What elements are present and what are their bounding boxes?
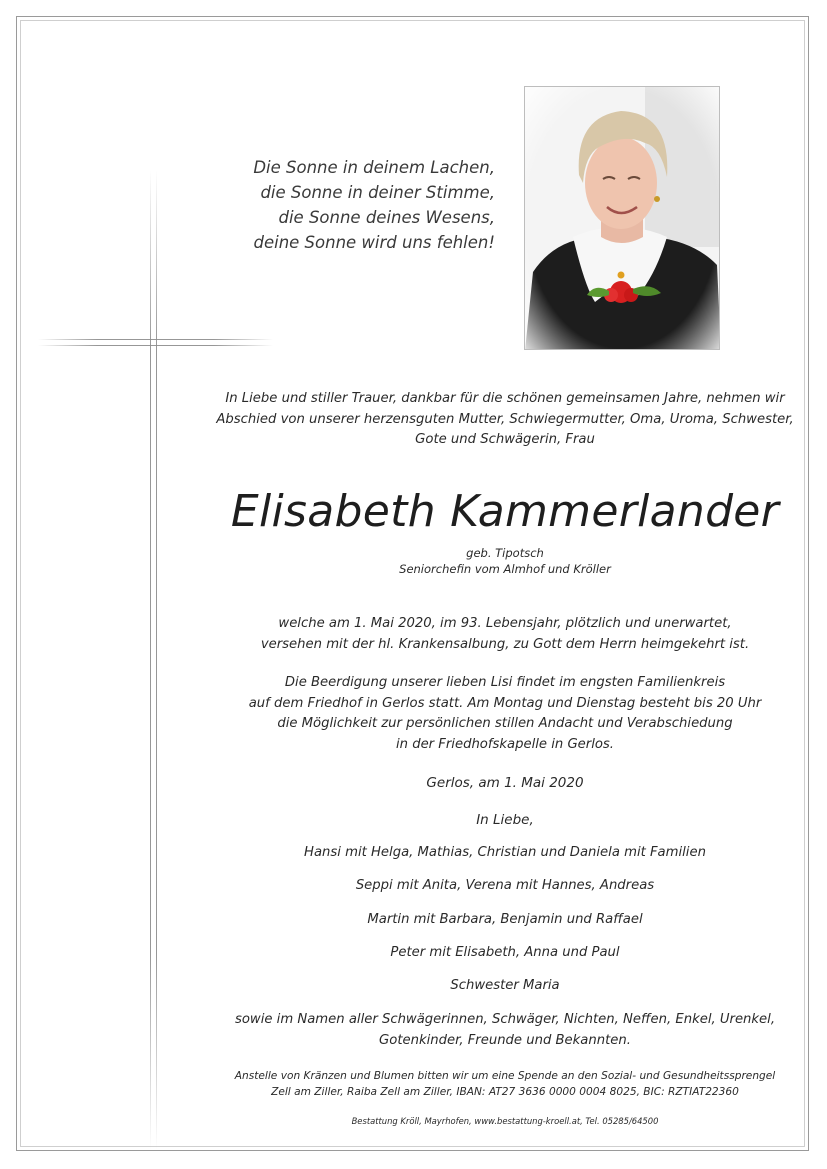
family-line: Hansi mit Helga, Mathias, Christian und Daniela mit Familien (304, 845, 706, 860)
intro-line: In Liebe und stiller Trauer, dankbar für die schönen gemeinsamen Jahre, nehmen wir (225, 391, 785, 406)
poem-line: die Sonne deines Wesens, (278, 208, 495, 227)
poem (190, 155, 495, 255)
donation-text (200, 1069, 810, 1100)
birth-name: geb. Tipotsch (466, 546, 544, 560)
family-line: Seppi mit Anita, Verena mit Hannes, Andreas (355, 878, 655, 894)
in-liebe: In Liebe, (476, 812, 534, 828)
birth-info (200, 545, 810, 577)
funeral-home-footer: Bestattung Kröll, Mayrhofen, www.bestattung-kroell.at, Tel. 05285/64500 (351, 1116, 659, 1126)
donation-line: Anstelle von Kränzen und Blumen bitten wir um eine Spende an den Sozial- und Gesundheitssprengel (234, 1070, 776, 1082)
poem-line: Die Sonne in deinem Lachen, (253, 158, 495, 177)
relatives-line: sowie im Namen aller Schwägerinnen, Schwäger, Nichten, Neffen, Enkel, Urenkel, (234, 1012, 776, 1027)
funeral-line: Die Beerdigung unserer lieben Lisi findet im engsten Familienkreis (284, 675, 726, 690)
passing-text (200, 614, 810, 655)
donation-line: Zell am Ziller, Raiba Zell am Ziller, IBAN: AT27 3636 0000 0004 8025, BIC: RZTIAT22360 (271, 1085, 739, 1098)
funeral-line: die Möglichkeit zur persönlichen stillen Andacht und Verabschiedung (277, 716, 733, 731)
funeral-text (200, 673, 810, 755)
deceased-name: Elisabeth Kammerlander (230, 486, 780, 537)
portrait-photo (524, 86, 720, 350)
poem-line: deine Sonne wird uns fehlen! (253, 233, 495, 252)
intro-text (200, 389, 810, 451)
intro-line: Gote und Schwägerin, Frau (415, 432, 595, 447)
place-date: Gerlos, am 1. Mai 2020 (426, 775, 584, 791)
family-line: Martin mit Barbara, Benjamin und Raffael (367, 911, 643, 927)
passing-line: welche am 1. Mai 2020, im 93. Lebensjahr, plötzlich und unerwartet, (278, 616, 732, 631)
family-line: Schwester Maria (450, 978, 560, 994)
intro-line: Abschied von unserer herzensguten Mutter, Schwiegermutter, Oma, Uroma, Schwester, (216, 411, 794, 427)
poem-line: die Sonne in deiner Stimme, (260, 183, 495, 202)
passing-line: versehen mit der hl. Krankensalbung, zu Gott dem Herrn heimgekehrt ist. (260, 636, 750, 652)
family-line: Peter mit Elisabeth, Anna und Paul (390, 944, 620, 960)
relatives-line: Gotenkinder, Freunde und Bekannten. (379, 1032, 631, 1048)
occupation: Seniorchefin vom Almhof und Kröller (399, 562, 611, 576)
family-list (200, 843, 810, 1009)
funeral-line: in der Friedhofskapelle in Gerlos. (395, 736, 614, 752)
funeral-line: auf dem Friedhof in Gerlos statt. Am Montag und Dienstag besteht bis 20 Uhr (248, 695, 762, 711)
relatives-text (200, 1010, 810, 1051)
